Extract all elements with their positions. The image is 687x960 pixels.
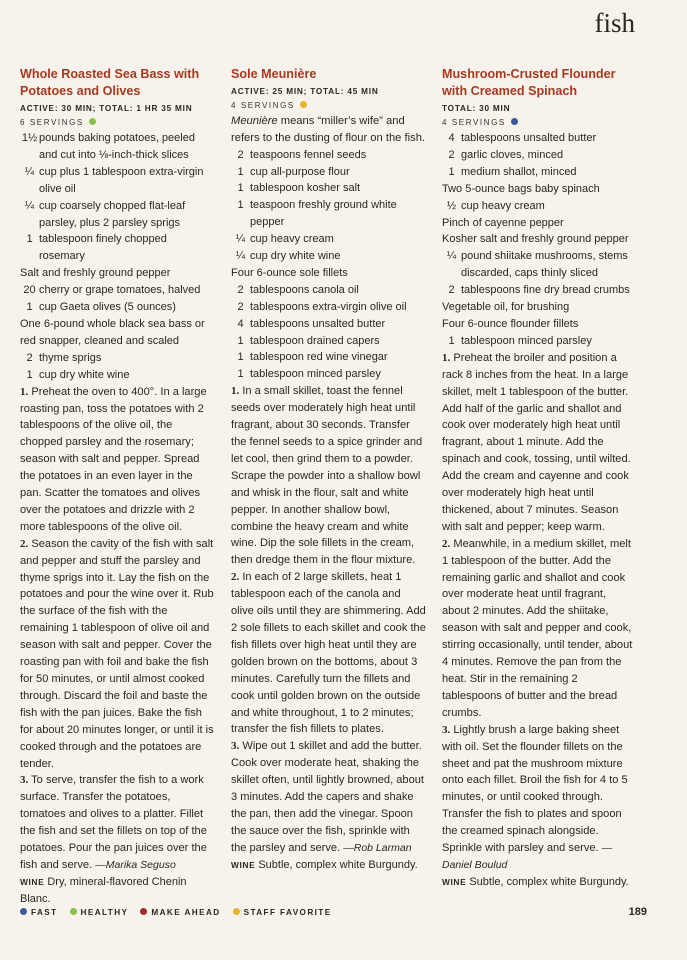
ingredient-text: garlic cloves, minced	[461, 148, 564, 161]
ingredient-qty: 1	[237, 334, 244, 347]
ingredient-text: cup all-purpose flour	[250, 165, 350, 178]
ingredient-text: tablespoon minced parsley	[250, 368, 381, 381]
ingredient-item	[231, 164, 426, 181]
step-text: Lightly brush a large baking sheet with oil. Set the flounder fillets on the sheet and pat the mushroom mixture onto each fillet. Broil the fish for 4 to 5 minutes, or until cooked through. Transfer the fish to plates and spoon the creamed spinach alongside. Sprinkle with parsley and serve.	[442, 723, 628, 855]
method-step	[442, 350, 636, 536]
ingredient-qty: 1	[237, 368, 244, 381]
ingredient-text: teaspoon freshly ground white pepper	[250, 199, 397, 229]
ingredient-item	[442, 130, 636, 147]
ingredient-qty: 4	[237, 317, 244, 330]
method	[231, 383, 426, 856]
ingredient-qty: ¼	[446, 250, 457, 263]
ingredient-qty: 1	[237, 199, 244, 212]
ingredient-text: cherry or grape tomatoes, halved	[39, 284, 201, 297]
ingredient-qty: 1	[26, 301, 33, 314]
step-text: In a small skillet, toast the fennel seeds over moderately high heat until fragrant, about 30 seconds. Transfer the fennel seeds to a spice grinder and let cool, then grind them to a powder. Scrape the powder into a shallow bowl and whisk in the flour, salt and white pepper. In another shallow bowl, combine the heavy cream and white wine. Dip the sole fillets in the cream, then dredge them in the flour mixture.	[231, 385, 423, 567]
intro-text: means “miller’s wife” and refers to the dusting of flour on the fish.	[231, 115, 426, 144]
wine-text: Subtle, complex white Burgundy.	[258, 858, 418, 871]
intro-emphasis: Meunière	[231, 115, 278, 127]
ingredient-text: One 6-pound whole black sea bass or red snapper, cleaned and scaled	[20, 317, 205, 347]
legend	[20, 908, 344, 917]
ingredient-text: thyme sprigs	[39, 351, 102, 364]
legend-dot-icon	[70, 908, 77, 915]
servings-text: 4 SERVINGS	[231, 101, 295, 110]
ingredient-item	[231, 366, 426, 383]
recipe-credit: —Marika Seguso	[95, 858, 176, 871]
section-title: fish	[594, 8, 635, 38]
wine-label: WINE	[442, 876, 467, 887]
ingredient-item	[20, 198, 215, 232]
ingredient-item	[442, 299, 636, 316]
ingredient-text: Four 6-ounce sole fillets	[231, 266, 348, 279]
wine-label: WINE	[231, 859, 256, 870]
ingredient-item	[231, 248, 426, 265]
ingredient-qty: 2	[26, 351, 33, 364]
ingredient-qty: 1	[237, 165, 244, 178]
ingredient-item	[231, 299, 426, 316]
category-dot-icon	[300, 101, 307, 108]
ingredient-item	[442, 316, 636, 333]
ingredient-text: tablespoon kosher salt	[250, 182, 361, 195]
servings-text: 6 SERVINGS	[20, 118, 84, 127]
ingredient-text: cup dry white wine	[250, 250, 341, 263]
ingredient-text: cup plus 1 tablespoon extra-virgin olive oil	[39, 165, 204, 195]
recipe-intro	[231, 113, 426, 147]
legend-label: MAKE AHEAD	[151, 908, 221, 917]
ingredient-qty: 1½	[21, 132, 38, 144]
ingredient-item	[20, 164, 215, 198]
ingredient-list	[442, 130, 636, 350]
recipe-title: Sole Meunière	[231, 67, 317, 81]
step-text: Season the cavity of the fish with salt and pepper and stuff the parsley and thyme sprigs into it. Lay the fish on the potatoes and pour the wine over it. Rub the surface of the fish with the remaining 1 tablespoon of olive oil and season with salt and pepper. Cover the roasting pan with foil and bake the fish for 50 minutes, or until almost cooked through. Discard the foil and baste the fish with the pan juices. Bake the fish for about 20 minutes longer, or until it is cooked through and the potatoes are tender.	[20, 537, 214, 770]
ingredient-item	[231, 231, 426, 248]
legend-dot-icon	[20, 908, 27, 915]
ingredient-text: Four 6-ounce flounder fillets	[442, 317, 579, 330]
ingredient-qty: 1	[26, 368, 33, 381]
method	[442, 350, 636, 874]
ingredient-qty: 1	[448, 165, 455, 178]
step-text: In each of 2 large skillets, heat 1 tablespoon each of the canola and olive oils until they are shimmering. Add 2 sole fillets to each skillet and cook the fish fillets over high heat until they are golden brown on the bottoms, about 3 minutes. Carefully turn the fillets and cook until golden brown on the outside and white throughout, 1 to 2 minutes; transfer the fish fillets to plates.	[231, 571, 426, 736]
ingredient-list	[20, 130, 215, 384]
ingredient-item	[442, 231, 636, 248]
legend-item	[70, 908, 129, 917]
recipe-title: Whole Roasted Sea Bass with Potatoes and Olives	[20, 67, 200, 98]
ingredient-item	[231, 282, 426, 299]
recipe-servings	[20, 116, 215, 130]
ingredient-text: cup dry white wine	[39, 368, 130, 381]
step-text: To serve, transfer the fish to a work surface. Transfer the potatoes, tomatoes and olives to a platter. Fillet the fish and set the fillets on top of the potatoes. Pour the pan juices over the fish and serve.	[20, 774, 207, 871]
ingredient-qty: 2	[237, 283, 244, 296]
method-step	[231, 569, 426, 738]
legend-item	[140, 908, 220, 917]
ingredient-qty: ½	[446, 199, 457, 212]
step-number: 3.	[231, 740, 240, 753]
ingredient-item	[20, 231, 215, 265]
wine-label: WINE	[20, 876, 45, 887]
page-footer	[20, 908, 647, 917]
ingredient-item	[231, 197, 426, 231]
ingredient-qty: 2	[448, 148, 455, 161]
recipe-times: ACTIVE: 25 MIN; TOTAL: 45 MIN	[231, 87, 379, 96]
ingredient-item	[231, 147, 426, 164]
step-text: Preheat the oven to 400°. In a large roasting pan, toss the potatoes with 2 tablespoons of the olive oil, the chopped parsley and the rosemary; season with salt and pepper. Spread the potatoes in an even layer in the pan. Scatter the tomatoes and olives over the potatoes and drizzle with 2 more tablespoons of the olive oil.	[20, 385, 207, 533]
category-dot-icon	[89, 118, 96, 125]
recipe-credit: —Rob Larman	[343, 841, 412, 854]
ingredient-item	[442, 181, 636, 198]
step-text: Preheat the broiler and position a rack 8 inches from the heat. In a large skillet, melt 1 tablespoon of the butter. Add half of the garlic and shallot and cook over moderately high heat until fragrant, about 1 minute. Add the spinach and cook, tossing, until wilted. Add the cream and cayenne and cook over moderately high heat until thickened, about 7 minutes. Season with salt and pepper; keep warm.	[442, 351, 631, 533]
ingredient-qty: 1	[237, 182, 244, 195]
ingredient-qty: ¼	[24, 165, 35, 178]
recipe-credit: —Daniel Boulud	[442, 842, 613, 871]
legend-label: STAFF FAVORITE	[243, 908, 332, 917]
ingredient-text: teaspoons fennel seeds	[250, 148, 367, 161]
ingredient-item	[20, 350, 215, 367]
ingredient-qty: 1	[237, 351, 244, 364]
wine-pairing	[20, 874, 215, 908]
step-number: 1.	[231, 385, 240, 398]
legend-label: FAST	[31, 908, 58, 917]
ingredient-text: tablespoons fine dry bread crumbs	[461, 284, 630, 297]
ingredient-text: pound shiitake mushrooms, stems discarded, caps thinly sliced	[461, 250, 628, 280]
legend-dot-icon	[233, 908, 240, 915]
ingredient-text: cup coarsely chopped flat-leaf parsley, plus 2 parsley sprigs	[39, 199, 186, 229]
ingredient-item	[231, 333, 426, 350]
recipe-column-3	[442, 66, 636, 891]
wine-pairing	[231, 857, 426, 874]
ingredient-qty: ¼	[235, 250, 246, 263]
ingredient-list	[231, 147, 426, 384]
step-number: 2.	[231, 571, 240, 584]
ingredient-qty: ¼	[24, 199, 35, 212]
method-step	[442, 722, 636, 874]
ingredient-qty: 20	[23, 284, 36, 297]
method-step	[20, 384, 215, 536]
ingredient-qty: 4	[448, 132, 455, 144]
step-number: 1.	[442, 351, 451, 364]
method-step	[442, 536, 636, 722]
step-text: Wipe out 1 skillet and add the butter. Cook over moderate heat, shaking the skillet often, until lightly browned, about 3 minutes. Add the capers and shake the pan, then add the vinegar. Spoon the sauce over the fish, sprinkle with the parsley and serve.	[231, 740, 425, 854]
method-step	[20, 536, 215, 773]
wine-text: Dry, mineral-flavored Chenin Blanc.	[20, 875, 187, 905]
page-number: 189	[628, 906, 647, 918]
ingredient-item	[20, 282, 215, 299]
ingredient-item	[442, 164, 636, 181]
method-step	[231, 383, 426, 569]
ingredient-text: tablespoon drained capers	[250, 334, 380, 347]
method-step	[20, 772, 215, 873]
ingredient-text: Kosher salt and freshly ground pepper	[442, 233, 629, 246]
ingredient-item	[231, 316, 426, 333]
ingredient-item	[231, 180, 426, 197]
ingredient-item	[442, 215, 636, 232]
wine-pairing	[442, 874, 636, 891]
legend-dot-icon	[140, 908, 147, 915]
ingredient-text: medium shallot, minced	[461, 165, 577, 178]
ingredient-item	[20, 130, 215, 164]
legend-item	[233, 908, 332, 917]
step-number: 1.	[20, 385, 29, 398]
ingredient-text: Vegetable oil, for brushing	[442, 301, 570, 314]
ingredient-text: cup heavy cream	[250, 233, 334, 246]
ingredient-item	[442, 248, 636, 282]
recipe-column-2	[231, 66, 426, 874]
ingredient-text: tablespoons extra-virgin olive oil	[250, 300, 407, 313]
ingredient-item	[442, 333, 636, 350]
ingredient-qty: 2	[237, 148, 244, 161]
ingredient-text: tablespoons unsalted butter	[250, 317, 386, 330]
ingredient-qty: 1	[448, 334, 455, 347]
ingredient-qty: ¼	[235, 233, 246, 246]
ingredient-item	[20, 299, 215, 316]
ingredient-text: tablespoons canola oil	[250, 283, 359, 296]
recipe-column-1	[20, 66, 215, 908]
ingredient-qty: 2	[237, 300, 244, 313]
ingredient-item	[231, 349, 426, 366]
servings-text: 4 SERVINGS	[442, 118, 506, 127]
wine-text: Subtle, complex white Burgundy.	[469, 875, 629, 888]
ingredient-item	[442, 198, 636, 215]
recipe-servings	[442, 116, 636, 130]
step-number: 2.	[20, 537, 29, 550]
ingredient-qty: 2	[448, 284, 455, 297]
ingredient-item	[20, 367, 215, 384]
recipe-title: Mushroom-Crusted Flounder with Creamed Spinach	[442, 67, 616, 98]
method	[20, 384, 215, 874]
ingredient-text: pounds baking potatoes, peeled and cut into ⅛-inch-thick slices	[39, 132, 195, 161]
ingredient-text: Salt and freshly ground pepper	[20, 267, 171, 280]
ingredient-text: tablespoon minced parsley	[461, 334, 592, 347]
ingredient-text: Pinch of cayenne pepper	[442, 216, 564, 229]
ingredient-item	[442, 282, 636, 299]
ingredient-text: tablespoon finely chopped rosemary	[39, 233, 167, 263]
ingredient-text: tablespoon red wine vinegar	[250, 351, 388, 364]
recipe-times: ACTIVE: 30 MIN; TOTAL: 1 HR 35 MIN	[20, 104, 193, 113]
step-text: Meanwhile, in a medium skillet, melt 1 tablespoon of the butter. Add the remaining garlic and shallot and cook over moderate heat until fragrant, about 2 minutes. Add the shiitake, season with salt and pepper and cook, stirring occasionally, until tender, about 4 minutes. Remove the pan from the heat. Stir in the remaining 2 tablespoons of butter and the bread crumbs.	[442, 537, 633, 719]
ingredient-item	[231, 265, 426, 282]
ingredient-text: cup Gaeta olives (5 ounces)	[39, 301, 176, 314]
ingredient-text: tablespoons unsalted butter	[461, 132, 597, 144]
method-step	[231, 738, 426, 856]
ingredient-text: Two 5-ounce bags baby spinach	[442, 182, 600, 195]
ingredient-item	[442, 147, 636, 164]
category-dot-icon	[511, 118, 518, 125]
step-number: 3.	[442, 723, 451, 736]
step-number: 2.	[442, 537, 451, 550]
legend-item	[20, 908, 58, 917]
recipe-times: TOTAL: 30 MIN	[442, 104, 511, 113]
recipe-servings	[231, 99, 426, 113]
ingredient-item	[20, 265, 215, 282]
step-number: 3.	[20, 774, 29, 787]
ingredient-qty: 1	[26, 233, 33, 246]
ingredient-item	[20, 316, 215, 350]
legend-label: HEALTHY	[80, 908, 129, 917]
ingredient-text: cup heavy cream	[461, 199, 545, 212]
